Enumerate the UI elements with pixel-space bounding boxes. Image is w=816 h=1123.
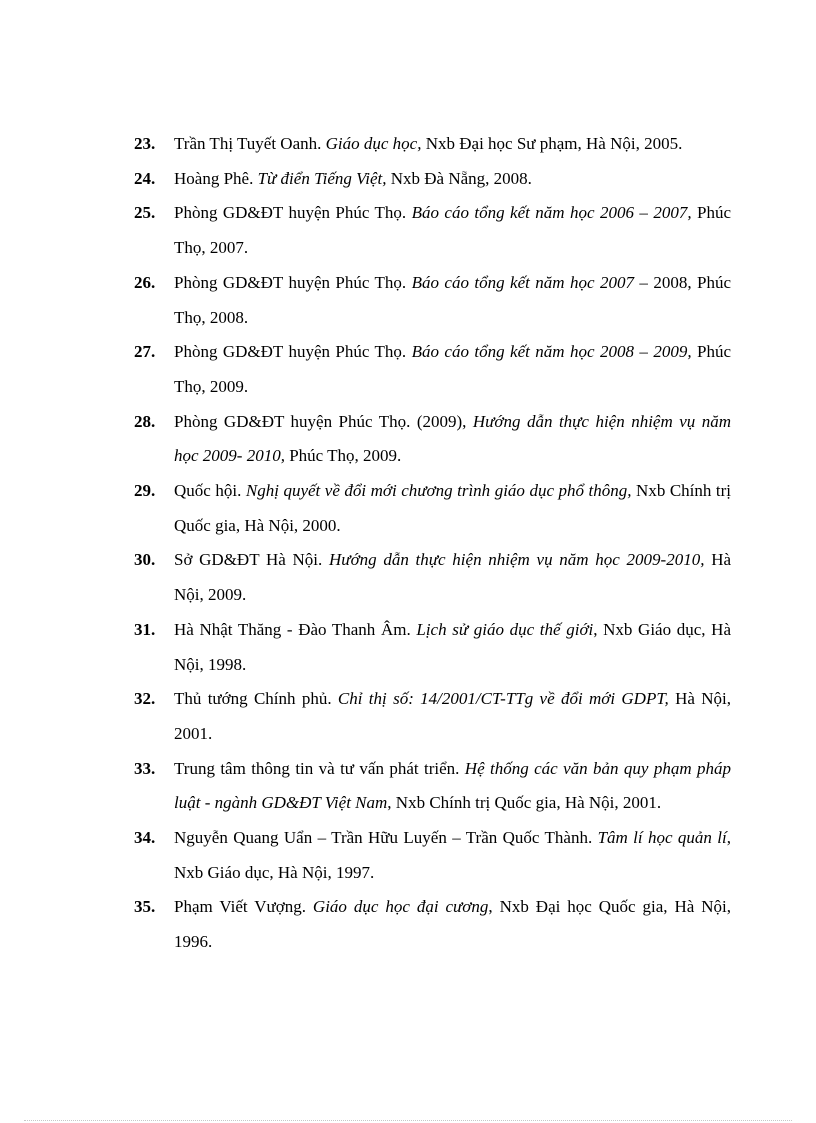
reference-title: Nghị quyết về đổi mới chương trình giáo dục phổ thông, [245, 481, 632, 501]
reference-item-34 [134, 821, 731, 890]
reference-title: Hướng dẫn thực hiện nhiệm vụ năm học 2009-2010, [329, 550, 705, 570]
reference-number: 24. [134, 168, 156, 188]
reference-authors: Hà Nhật Thăng - Đào Thanh Âm. [174, 619, 411, 639]
reference-title: Hướng dẫn thực hiện nhiệm vụ năm học 2009- 2010, [174, 411, 732, 466]
reference-list [134, 127, 731, 960]
reference-authors: Hoàng Phê. [174, 168, 254, 188]
reference-authors: Quốc hội. [174, 481, 242, 501]
reference-item-27 [134, 335, 731, 404]
reference-number: 26. [134, 272, 156, 292]
reference-item-30 [134, 543, 731, 612]
reference-publisher: , Nxb Giáo dục, Hà Nội, 1998. [174, 619, 731, 674]
reference-publisher: Nxb Đại học Sư phạm, Hà Nội, 2005. [425, 134, 683, 153]
reference-title: Báo cáo tổng kết năm học 2006 – 2007, [411, 203, 692, 223]
reference-title: Tâm lí học quản lí [597, 828, 727, 848]
reference-item-35 [134, 890, 731, 959]
reference-number: 34. [134, 828, 156, 848]
reference-authors: Nguyễn Quang Uẩn – Trần Hữu Luyến – Trần Quốc Thành. [174, 828, 593, 848]
reference-authors: Trung tâm thông tin và tư vấn phát triển. [174, 758, 460, 778]
reference-title: Chỉ thị số: 14/2001/CT-TTg về đổi mới GDPT, [337, 689, 669, 709]
reference-publisher: , Nxb Đại học Quốc gia, Hà Nội, 1996. [174, 897, 731, 952]
reference-publisher: Phúc Thọ, 2007. [174, 203, 732, 258]
reference-item-29 [134, 474, 731, 543]
reference-number: 31. [134, 619, 156, 639]
reference-authors: Trần Thị Tuyết Oanh. [174, 134, 322, 153]
reference-publisher: , Nxb Chính trị Quốc gia, Hà Nội, 2001. [387, 793, 662, 813]
reference-publisher: Nxb Đà Nẵng, 2008. [390, 168, 532, 188]
reference-item-26 [134, 266, 731, 335]
reference-authors: Thủ tướng Chính phủ. [174, 689, 332, 709]
reference-title: Hệ thống các văn bản quy phạm pháp luật - ngành GD&ĐT Việt Nam [174, 758, 732, 813]
reference-number: 30. [134, 550, 156, 570]
reference-publisher: Phúc Thọ, 2009. [289, 446, 402, 466]
reference-authors: Phòng GD&ĐT huyện Phúc Thọ. [174, 203, 407, 223]
reference-authors: Phòng GD&ĐT huyện Phúc Thọ. [174, 272, 407, 292]
reference-number: 29. [134, 481, 156, 501]
reference-item-32 [134, 682, 731, 751]
reference-number: 25. [134, 203, 156, 223]
reference-authors: Sở GD&ĐT Hà Nội. [174, 550, 323, 570]
reference-title: Giáo dục học đại cương [312, 897, 489, 917]
reference-number: 33. [134, 758, 156, 778]
reference-number: 27. [134, 342, 156, 362]
reference-authors: Phạm Viết Vượng. [174, 897, 306, 917]
reference-item-24 [134, 162, 731, 197]
reference-publisher: Hà Nội, 2001. [174, 689, 732, 743]
reference-number: 35. [134, 897, 156, 917]
reference-publisher: Phúc Thọ, 2009. [174, 342, 732, 396]
page-bottom-divider [24, 1120, 792, 1121]
reference-title: Giáo dục học, [325, 134, 422, 153]
reference-publisher: Hà Nội, 2009. [174, 550, 732, 605]
reference-title: Báo cáo tổng kết năm học 2008 – 2009, [411, 342, 692, 362]
reference-publisher: Nxb Chính trị Quốc gia, Hà Nội, 2000. [174, 481, 732, 535]
reference-authors: Phòng GD&ĐT huyện Phúc Thọ. [174, 342, 407, 362]
reference-item-33 [134, 752, 731, 821]
reference-publisher: , Nxb Giáo dục, Hà Nội, 1997. [174, 828, 731, 882]
reference-title: Từ điển Tiếng Việt, [257, 168, 387, 188]
reference-number: 23. [134, 134, 156, 153]
reference-number: 32. [134, 689, 156, 709]
reference-authors: Phòng GD&ĐT huyện Phúc Thọ. (2009), [174, 411, 467, 431]
reference-item-23 [134, 127, 731, 162]
reference-item-31 [134, 613, 731, 682]
reference-title: Báo cáo tổng kết năm học 2007 – [411, 272, 648, 292]
reference-publisher: 2008, Phúc Thọ, 2008. [174, 272, 732, 327]
reference-title: Lịch sử giáo dục thế giới [416, 619, 594, 639]
reference-item-28 [134, 405, 731, 474]
reference-number: 28. [134, 411, 156, 431]
reference-item-25 [134, 196, 731, 265]
